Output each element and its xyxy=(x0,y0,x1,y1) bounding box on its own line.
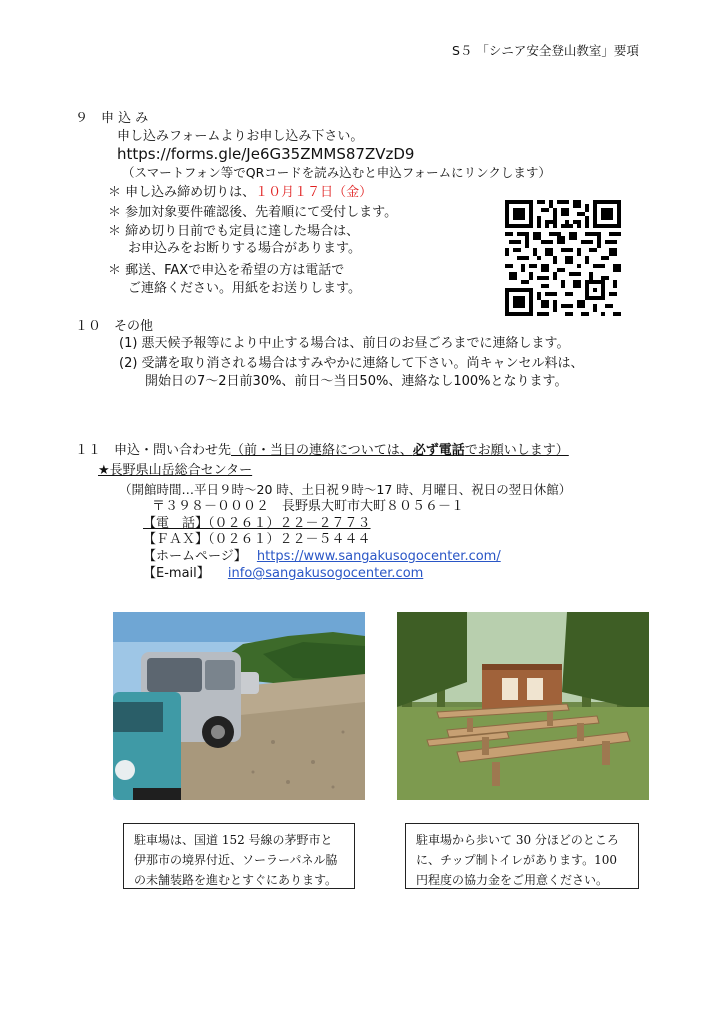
web-row xyxy=(143,548,501,566)
parking-caption: 駐車場は、国道 152 号線の茅野市と伊那市の境界付近、ソーラーパネル脇の未舗装路を進むとすぐにあります。 xyxy=(123,823,355,889)
note-cancellation-weather: (1) 悪天候予報等により中止する場合は、前日のお昼ごろまでに連絡します。 xyxy=(119,336,570,351)
section-11-heading xyxy=(75,442,569,460)
section-11-title: １１ 申込・問い合わせ先 xyxy=(75,443,232,458)
tel-number[interactable]: （０２６１）２２－２７７３ xyxy=(208,516,371,531)
phone-note: （前・当日の連絡については、必ず電話でお願いします） xyxy=(231,443,569,458)
parking-lot-photo xyxy=(113,612,365,800)
bullet-capacity: ＊ 締め切り日前でも定員に達した場合は、 xyxy=(108,224,360,239)
fax-number: （０２６１）２２－５４４４ xyxy=(208,532,371,547)
deadline-prefix: ＊ 申し込み締め切りは、 xyxy=(108,185,256,200)
page-header-title: S５ 「シニア安全登山教室」要項 xyxy=(452,43,639,58)
qr-note: （スマートフォン等でQRコードを読み込むと申込フォームにリンクします） xyxy=(122,165,551,180)
section-10-heading: １０ その他 xyxy=(75,319,154,334)
qr-code[interactable] xyxy=(505,200,621,316)
web-label: 【ホームページ】 xyxy=(143,549,247,564)
fax-row xyxy=(143,531,371,549)
note-cancellation-fee: (2) 受講を取り消される場合はすみやかに連絡して下さい。尚キャンセル料は、 xyxy=(119,356,584,371)
bullet-capacity-cont: お申込みをお断りする場合があります。 xyxy=(128,241,361,256)
tel-label: 【電 話】 xyxy=(143,516,209,531)
deadline-date: １０月１７日（金） xyxy=(255,185,373,200)
toilet-caption: 駐車場から歩いて 30 分ほどのところに、チップ制トイレがあります。100 円程度の協力金をご用意ください。 xyxy=(405,823,639,889)
note-cancellation-fee-cont: 開始日の7～2日前30%、前日～当日50%、連絡なし100%となります。 xyxy=(145,374,568,389)
section-9-heading: ９ 申 込 み xyxy=(75,111,149,126)
postal-address: 〒３９８－０００２ 長野県大町市大町８０５６－１ xyxy=(152,499,465,514)
deadline-line xyxy=(108,184,372,202)
fax-label: 【ＦＡＸ】 xyxy=(143,532,209,547)
email-row xyxy=(143,565,423,583)
email-label: 【E-mail】 xyxy=(143,566,210,581)
bullet-first-come: ＊ 参加対象要件確認後、先着順にて受付します。 xyxy=(108,205,398,220)
form-url[interactable]: https://forms.gle/Je6G35ZMMS87ZVzD9 xyxy=(117,145,415,163)
email-link[interactable]: info@sangakusogocenter.com xyxy=(227,566,424,581)
forest-benches-photo xyxy=(397,612,649,800)
website-link[interactable]: https://www.sangakusogocenter.com/ xyxy=(256,549,501,564)
opening-hours: （開館時間…平日９時～20 時、土日祝９時～17 時、月曜日、祝日の翌日休館） xyxy=(119,482,572,497)
bullet-mail-fax-cont: ご連絡ください。用紙をお送りします。 xyxy=(128,281,361,296)
bullet-mail-fax: ＊ 郵送、FAXで申込を希望の方は電話で xyxy=(108,263,345,278)
apply-instruction: 申し込みフォームよりお申し込み下さい。 xyxy=(117,129,364,144)
center-name: ★長野県山岳総合センター xyxy=(98,463,253,478)
